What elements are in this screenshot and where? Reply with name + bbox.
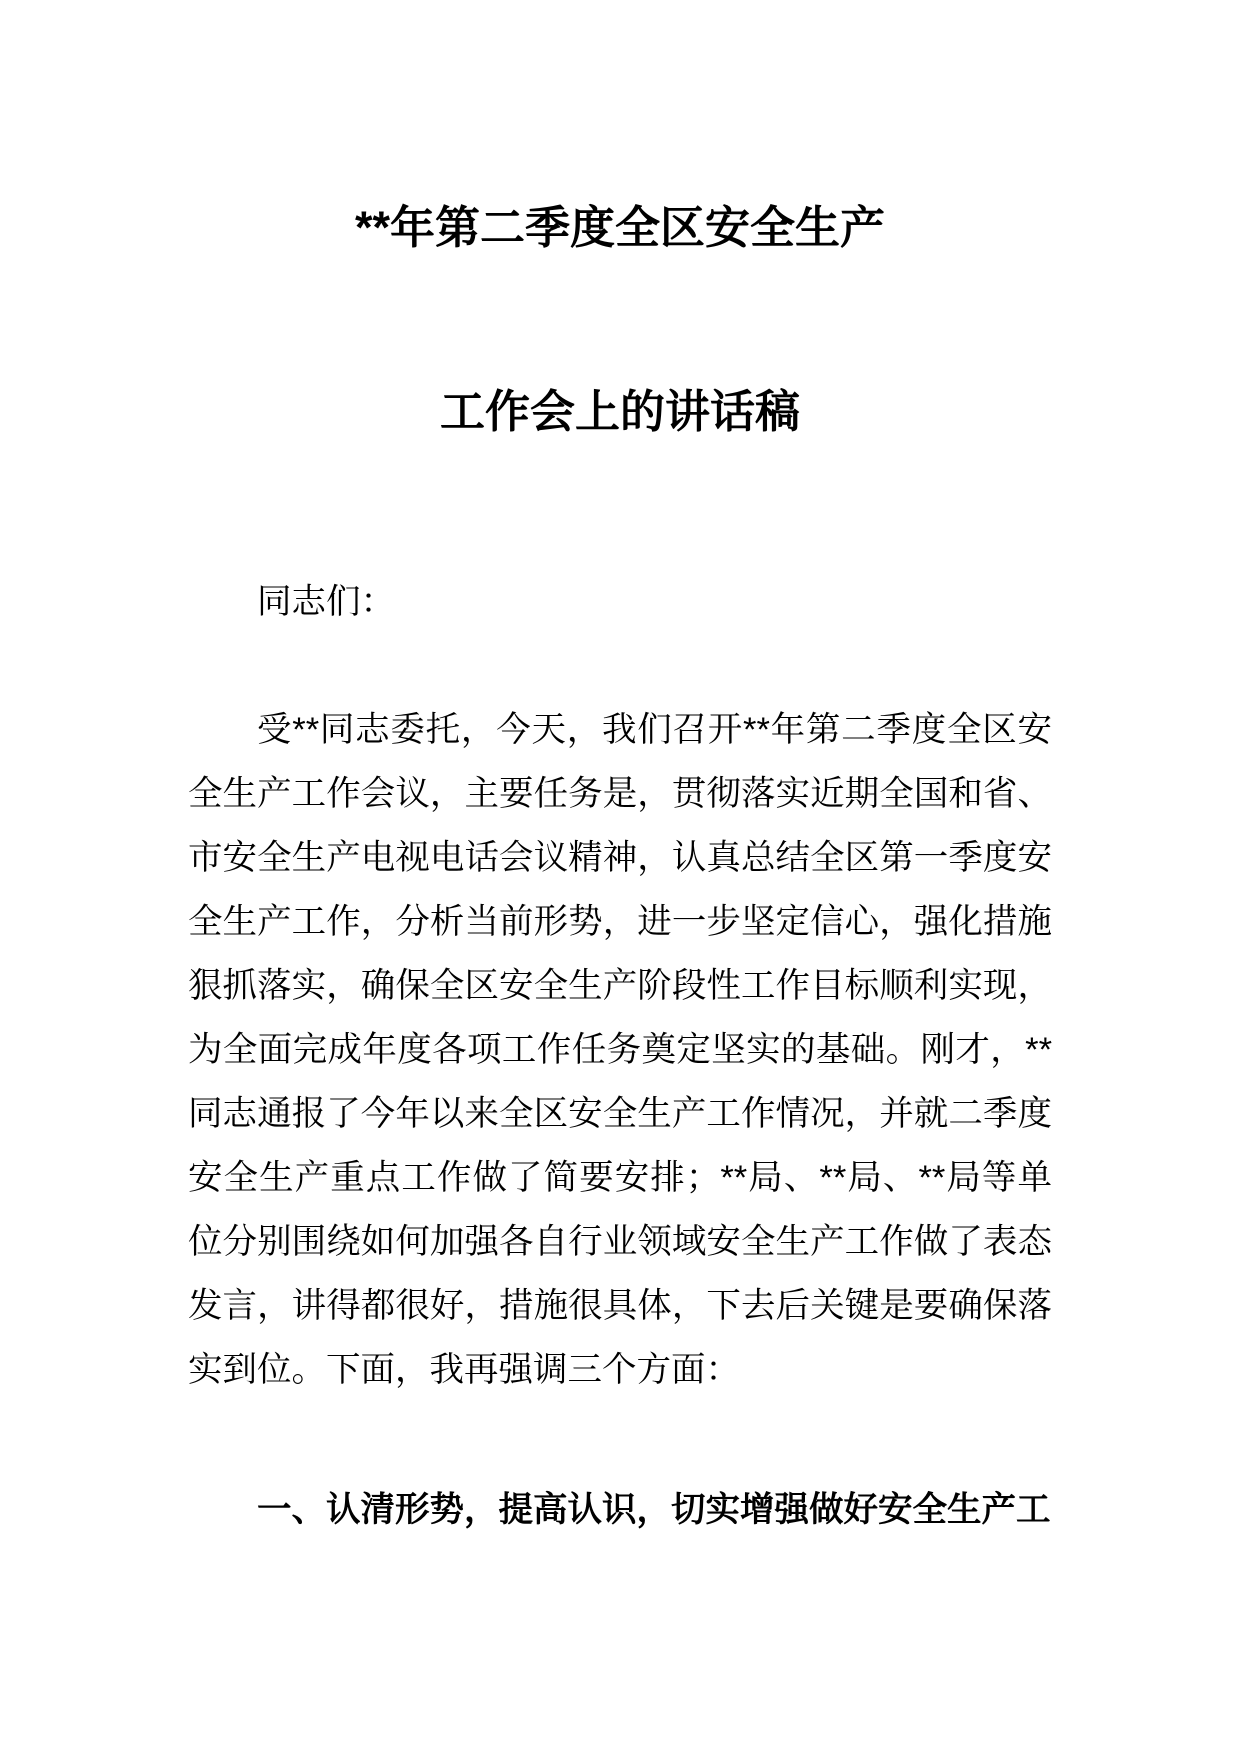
section-heading-1: 一、认清形势，提高认识，切实增强做好安全生产工 [257, 1491, 1051, 1529]
paragraph-line: 位分别围绕如何加强各自行业领域安全生产工作做了表态 [188, 1223, 1052, 1261]
salutation: 同志们： [257, 583, 395, 621]
paragraph-line: 狠抓落实，确保全区安全生产阶段性工作目标顺利实现， [188, 967, 1052, 1005]
document-title-line-1: **年第二季度全区安全生产 [354, 202, 886, 253]
body-paragraph [188, 698, 1052, 1402]
paragraph-line: 发言，讲得都很好，措施很具体，下去后关键是要确保落 [188, 1287, 1052, 1325]
paragraph-line: 受**同志委托，今天，我们召开**年第二季度全区安 [257, 711, 1052, 749]
paragraph-line: 全生产工作，分析当前形势，进一步坚定信心，强化措施 [188, 903, 1052, 941]
paragraph-line: 市安全生产电视电话会议精神，认真总结全区第一季度安 [188, 839, 1052, 877]
paragraph-line: 为全面完成年度各项工作任务奠定坚实的基础。刚才，** [188, 1031, 1052, 1069]
paragraph-line: 全生产工作会议，主要任务是，贯彻落实近期全国和省、 [188, 775, 1052, 813]
paragraph-line: 实到位。下面，我再强调三个方面： [188, 1351, 740, 1389]
document-title-line-2: 工作会上的讲话稿 [439, 386, 800, 437]
paragraph-line: 同志通报了今年以来全区安全生产工作情况，并就二季度 [188, 1095, 1052, 1133]
paragraph-line: 安全生产重点工作做了简要安排；**局、**局、**局等单 [188, 1159, 1052, 1197]
